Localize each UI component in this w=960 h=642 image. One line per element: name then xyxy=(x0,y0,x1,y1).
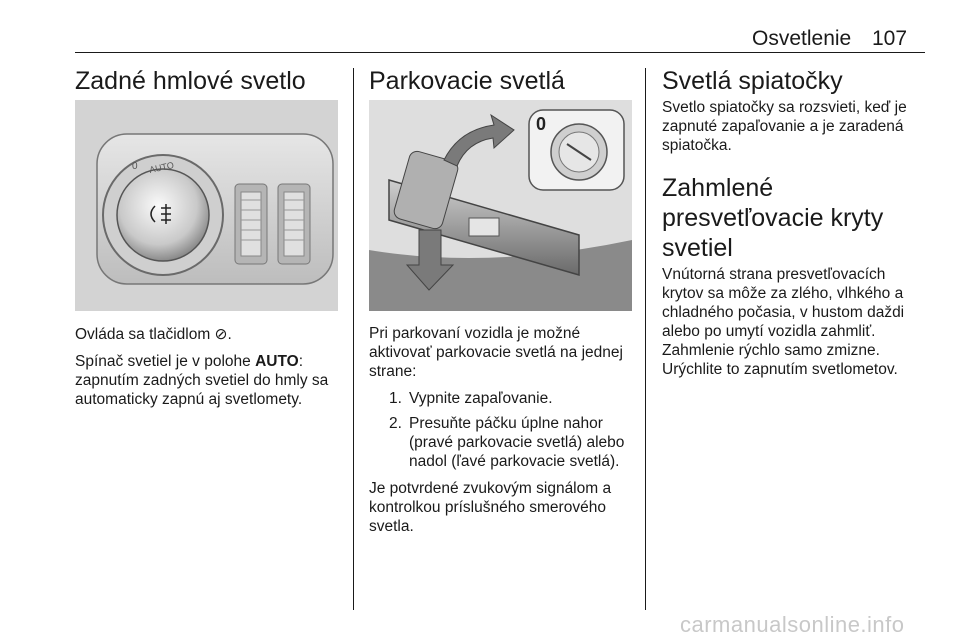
paragraph-reverse-lights: Svetlo spiatočky sa rozsvieti, keď je zapnuté zapaľovanie a je zaradená spiatočka. xyxy=(662,99,907,154)
headlight-range-wheel-1 xyxy=(235,184,267,264)
steps-list xyxy=(369,389,637,471)
column-1 xyxy=(75,66,345,96)
paragraph-auto xyxy=(75,352,345,409)
list-item xyxy=(369,389,637,408)
header-rule xyxy=(75,52,925,53)
step-number: 2. xyxy=(389,415,402,432)
paragraph-intro: Pri parkovaní vozidla je možné aktivovať parkovacie svetlá na jednej strane: xyxy=(369,325,623,380)
running-header-title: Osvetlenie xyxy=(752,27,852,50)
step-text: Presuňte páčku úplne nahor (pravé parkovacie svetlá) alebo nadol (ľavé parkovacie svetlá). xyxy=(409,415,625,470)
section-heading-rear-fog: Zadné hmlové svetlo xyxy=(75,67,306,95)
list-item xyxy=(369,414,637,471)
paragraph-fogged-covers: Vnútorná strana presvetľovacích krytov sa môže za zlého, vlhkého a chladného počasia, v hustom daždi alebo po umytí vozidla zahmliť. Zahmlenie rýchlo samo zmizne. Urýchlite to zapnutím svetlometov. xyxy=(662,266,905,378)
dimmer-wheel xyxy=(278,184,310,264)
paragraph-outro: Je potvrdené zvukovým signálom a kontrolkou príslušného smerového svetla. xyxy=(369,480,612,535)
column-divider-1 xyxy=(353,68,354,610)
light-switch-figure xyxy=(75,100,338,311)
auto-label: AUTO xyxy=(148,160,175,175)
auto-keyword: AUTO xyxy=(255,353,299,370)
lever-illustration xyxy=(369,100,632,311)
turn-signal-lever-figure xyxy=(369,100,632,311)
light-switch-illustration xyxy=(75,100,338,311)
section-heading-reverse-lights: Svetlá spiatočky xyxy=(662,67,843,95)
column-divider-2 xyxy=(645,68,646,610)
section-heading-parking-lights: Parkovacie svetlá xyxy=(369,67,565,95)
paragraph-button: Ovláda sa tlačidlom ⊘. xyxy=(75,326,232,343)
zero-position-label: 0 xyxy=(132,161,138,172)
column-3 xyxy=(662,66,927,387)
footer-watermark: carmanualsonline.info xyxy=(680,612,905,637)
paragraph-auto-rest: : zapnutím zadných svetiel do hmly sa automaticky zapnú aj svetlomety. xyxy=(75,353,329,408)
paragraph-auto-lead: Spínač svetiel je v polohe xyxy=(75,353,256,370)
column-2 xyxy=(369,66,639,96)
step-number: 1. xyxy=(389,390,402,407)
column-1-text xyxy=(75,325,345,417)
ignition-off-inset-icon xyxy=(529,110,624,190)
column-2-text xyxy=(369,324,637,544)
step-text: Vypnite zapaľovanie. xyxy=(409,390,553,407)
section-heading-fogged-covers: Zahmlené presvetľovacie kryty svetiel xyxy=(662,174,884,262)
ignition-zero-label: 0 xyxy=(536,114,547,134)
page-number: 107 xyxy=(872,27,908,50)
